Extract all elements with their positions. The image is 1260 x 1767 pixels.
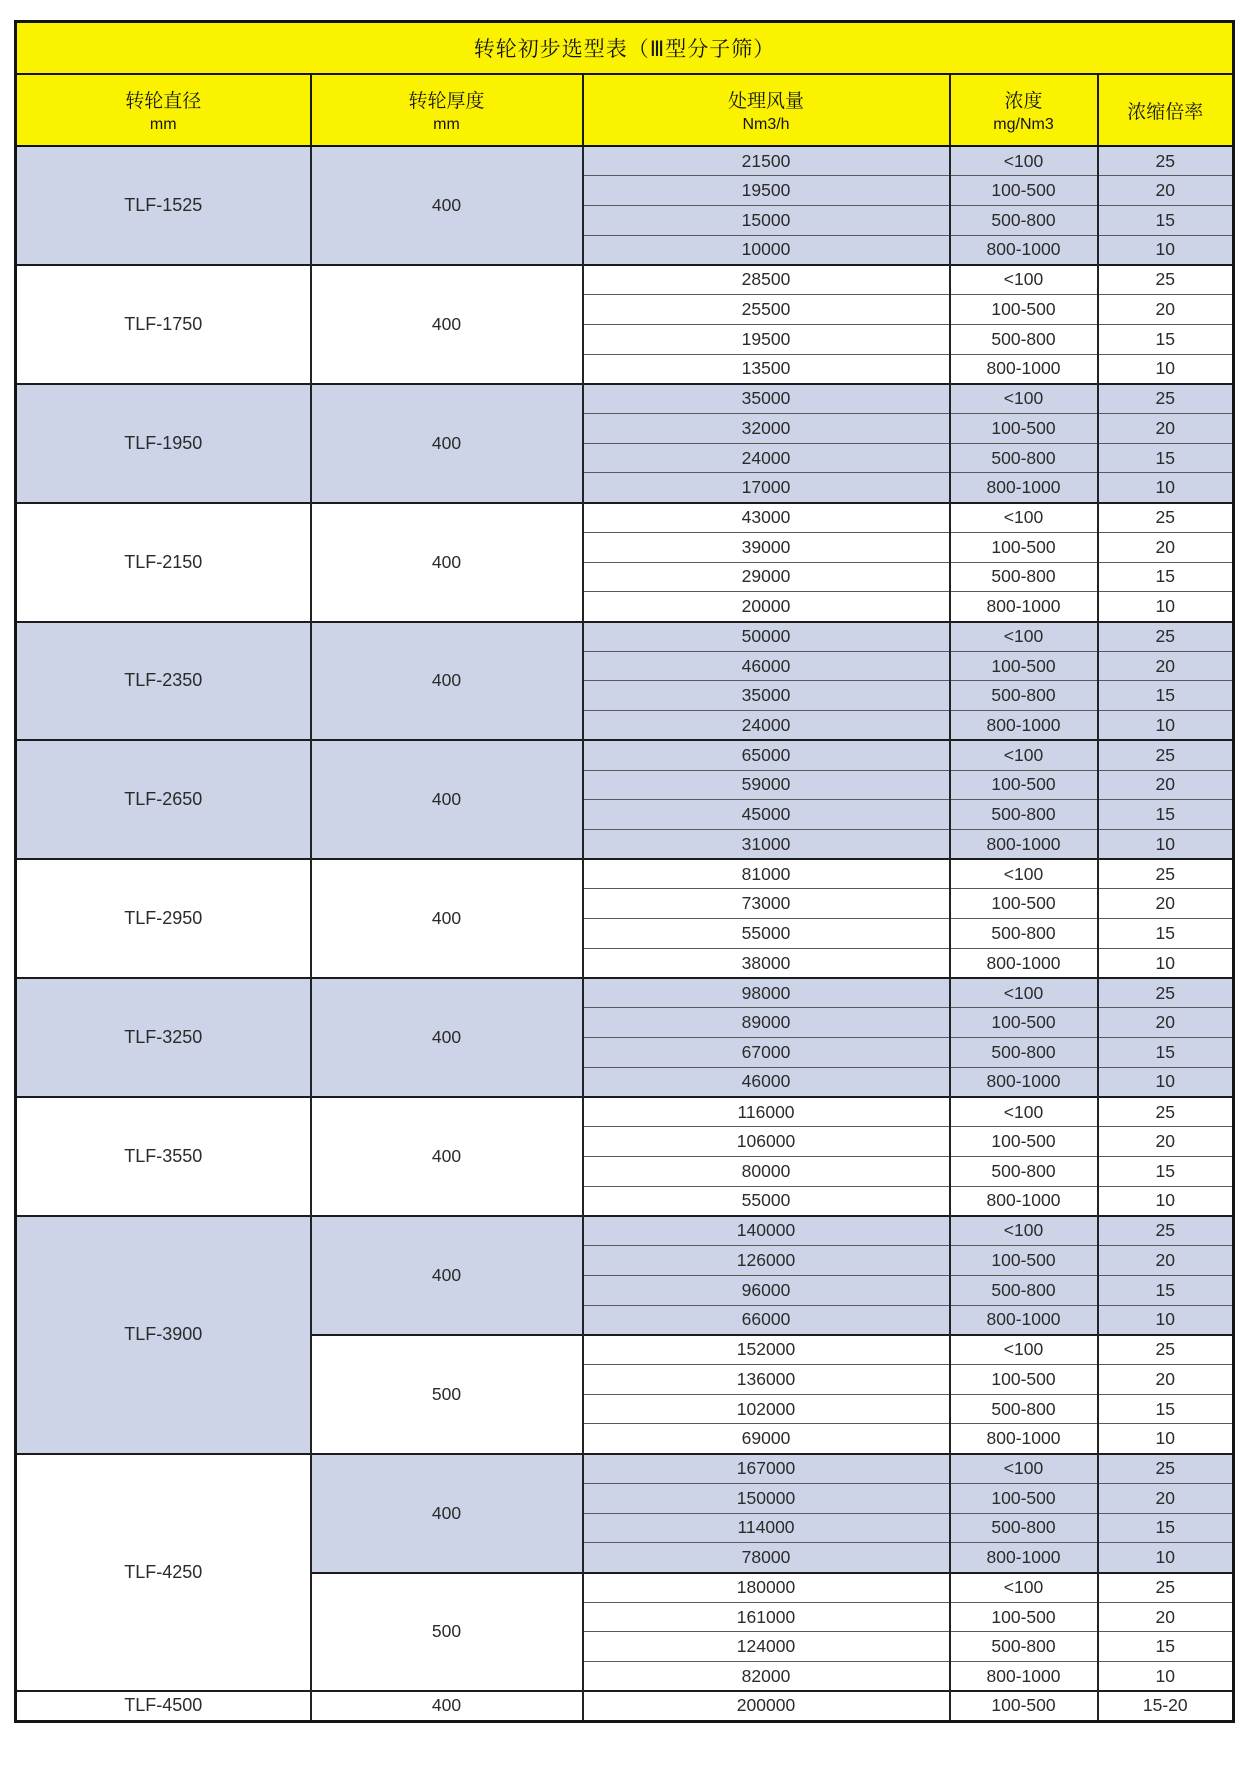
table-title: 转轮初步选型表（Ⅲ型分子筛） — [16, 22, 1234, 75]
ratio-cell: 10 — [1098, 948, 1234, 978]
airflow-cell: 106000 — [583, 1127, 950, 1157]
ratio-cell: 25 — [1098, 1216, 1234, 1246]
ratio-cell: 10 — [1098, 1305, 1234, 1335]
airflow-cell: 38000 — [583, 948, 950, 978]
col-header-thickness-unit: mm — [433, 116, 460, 133]
col-header-ratio-label: 浓缩倍率 — [1127, 101, 1204, 123]
concentration-cell: 100-500 — [950, 1364, 1098, 1394]
concentration-cell: 800-1000 — [950, 1186, 1098, 1216]
concentration-cell: <100 — [950, 740, 1098, 770]
col-header-thickness-label: 转轮厚度 — [408, 91, 485, 112]
airflow-cell: 28500 — [583, 265, 950, 295]
airflow-cell: 55000 — [583, 1186, 950, 1216]
concentration-cell: <100 — [950, 1454, 1098, 1484]
ratio-cell: 25 — [1098, 384, 1234, 414]
airflow-cell: 35000 — [583, 681, 950, 711]
concentration-cell: <100 — [950, 1216, 1098, 1246]
airflow-cell: 29000 — [583, 562, 950, 592]
ratio-cell: 10 — [1098, 1424, 1234, 1454]
ratio-cell: 15 — [1098, 1394, 1234, 1424]
concentration-cell: 800-1000 — [950, 1662, 1098, 1692]
airflow-cell: 20000 — [583, 592, 950, 622]
ratio-cell: 15-20 — [1098, 1691, 1234, 1721]
ratio-cell: 20 — [1098, 532, 1234, 562]
ratio-cell: 20 — [1098, 1364, 1234, 1394]
airflow-cell: 55000 — [583, 919, 950, 949]
ratio-cell: 15 — [1098, 1275, 1234, 1305]
airflow-cell: 32000 — [583, 413, 950, 443]
model-cell: TLF-1750 — [16, 265, 311, 384]
airflow-cell: 80000 — [583, 1156, 950, 1186]
model-cell: TLF-3250 — [16, 978, 311, 1097]
model-cell: TLF-1950 — [16, 384, 311, 503]
ratio-cell: 20 — [1098, 1483, 1234, 1513]
concentration-cell: 100-500 — [950, 413, 1098, 443]
airflow-cell: 35000 — [583, 384, 950, 414]
concentration-cell: 500-800 — [950, 1275, 1098, 1305]
thickness-cell: 500 — [311, 1335, 583, 1454]
thickness-cell: 400 — [311, 978, 583, 1097]
airflow-cell: 167000 — [583, 1454, 950, 1484]
thickness-cell: 400 — [311, 1097, 583, 1216]
airflow-cell: 102000 — [583, 1394, 950, 1424]
ratio-cell: 10 — [1098, 235, 1234, 265]
concentration-cell: <100 — [950, 146, 1098, 176]
table-row — [16, 265, 1234, 295]
airflow-cell: 10000 — [583, 235, 950, 265]
concentration-cell: 500-800 — [950, 681, 1098, 711]
table-row — [16, 978, 1234, 1008]
ratio-cell: 25 — [1098, 146, 1234, 176]
airflow-cell: 96000 — [583, 1275, 950, 1305]
ratio-cell: 10 — [1098, 830, 1234, 860]
airflow-cell: 19500 — [583, 176, 950, 206]
table-row — [16, 1216, 1234, 1246]
ratio-cell: 15 — [1098, 800, 1234, 830]
airflow-cell: 24000 — [583, 711, 950, 741]
col-header-airflow-unit: Nm3/h — [742, 116, 790, 133]
ratio-cell: 25 — [1098, 978, 1234, 1008]
concentration-cell: 100-500 — [950, 770, 1098, 800]
airflow-cell: 126000 — [583, 1246, 950, 1276]
airflow-cell: 43000 — [583, 503, 950, 533]
model-cell: TLF-3900 — [16, 1216, 311, 1454]
concentration-cell: 100-500 — [950, 889, 1098, 919]
concentration-cell: 800-1000 — [950, 1305, 1098, 1335]
ratio-cell: 10 — [1098, 1186, 1234, 1216]
table-row — [16, 1097, 1234, 1127]
ratio-cell: 20 — [1098, 889, 1234, 919]
ratio-cell: 15 — [1098, 681, 1234, 711]
airflow-cell: 89000 — [583, 1008, 950, 1038]
concentration-cell: 800-1000 — [950, 235, 1098, 265]
concentration-cell: <100 — [950, 384, 1098, 414]
concentration-cell: 800-1000 — [950, 473, 1098, 503]
airflow-cell: 19500 — [583, 324, 950, 354]
ratio-cell: 25 — [1098, 740, 1234, 770]
airflow-cell: 200000 — [583, 1691, 950, 1721]
concentration-cell: 500-800 — [950, 443, 1098, 473]
col-header-ratio — [1098, 74, 1234, 146]
concentration-cell: <100 — [950, 859, 1098, 889]
concentration-cell: 800-1000 — [950, 830, 1098, 860]
col-header-diameter — [16, 74, 311, 146]
concentration-cell: 100-500 — [950, 532, 1098, 562]
concentration-cell: <100 — [950, 1573, 1098, 1603]
concentration-cell: 500-800 — [950, 1632, 1098, 1662]
table-header — [16, 22, 1234, 147]
airflow-cell: 13500 — [583, 354, 950, 384]
model-cell: TLF-1525 — [16, 146, 311, 265]
ratio-cell: 20 — [1098, 1246, 1234, 1276]
concentration-cell: 500-800 — [950, 919, 1098, 949]
concentration-cell: 800-1000 — [950, 1424, 1098, 1454]
concentration-cell: 800-1000 — [950, 711, 1098, 741]
thickness-cell: 400 — [311, 265, 583, 384]
ratio-cell: 15 — [1098, 1632, 1234, 1662]
concentration-cell: 800-1000 — [950, 1543, 1098, 1573]
airflow-cell: 15000 — [583, 205, 950, 235]
col-header-concentration — [950, 74, 1098, 146]
airflow-cell: 17000 — [583, 473, 950, 503]
ratio-cell: 10 — [1098, 1662, 1234, 1692]
ratio-cell: 25 — [1098, 1335, 1234, 1365]
concentration-cell: 100-500 — [950, 1246, 1098, 1276]
airflow-cell: 81000 — [583, 859, 950, 889]
thickness-cell: 400 — [311, 503, 583, 622]
airflow-cell: 50000 — [583, 622, 950, 652]
airflow-cell: 46000 — [583, 1067, 950, 1097]
ratio-cell: 15 — [1098, 919, 1234, 949]
airflow-cell: 25500 — [583, 295, 950, 325]
airflow-cell: 78000 — [583, 1543, 950, 1573]
concentration-cell: 100-500 — [950, 1602, 1098, 1632]
col-header-diameter-unit: mm — [149, 116, 177, 133]
table-row — [16, 146, 1234, 176]
model-cell: TLF-2150 — [16, 503, 311, 622]
airflow-cell: 82000 — [583, 1662, 950, 1692]
thickness-cell: 400 — [311, 622, 583, 741]
concentration-cell: 100-500 — [950, 176, 1098, 206]
ratio-cell: 15 — [1098, 1038, 1234, 1068]
model-cell: TLF-2350 — [16, 622, 311, 741]
ratio-cell: 20 — [1098, 651, 1234, 681]
airflow-cell: 59000 — [583, 770, 950, 800]
thickness-cell: 400 — [311, 146, 583, 265]
airflow-cell: 124000 — [583, 1632, 950, 1662]
airflow-cell: 136000 — [583, 1364, 950, 1394]
airflow-cell: 140000 — [583, 1216, 950, 1246]
table-row — [16, 622, 1234, 652]
airflow-cell: 116000 — [583, 1097, 950, 1127]
concentration-cell: 500-800 — [950, 205, 1098, 235]
thickness-cell: 400 — [311, 1216, 583, 1335]
concentration-cell: 100-500 — [950, 295, 1098, 325]
thickness-cell: 500 — [311, 1573, 583, 1692]
model-cell: TLF-4250 — [16, 1454, 311, 1692]
airflow-cell: 98000 — [583, 978, 950, 1008]
ratio-cell: 15 — [1098, 205, 1234, 235]
model-cell: TLF-3550 — [16, 1097, 311, 1216]
concentration-cell: 800-1000 — [950, 948, 1098, 978]
concentration-cell: 800-1000 — [950, 592, 1098, 622]
concentration-cell: 100-500 — [950, 1483, 1098, 1513]
col-header-concentration-label: 浓度 — [1004, 91, 1043, 112]
airflow-cell: 114000 — [583, 1513, 950, 1543]
ratio-cell: 25 — [1098, 859, 1234, 889]
concentration-cell: 500-800 — [950, 324, 1098, 354]
col-header-airflow-label: 处理风量 — [727, 91, 804, 112]
airflow-cell: 73000 — [583, 889, 950, 919]
concentration-cell: <100 — [950, 1335, 1098, 1365]
thickness-cell: 400 — [311, 384, 583, 503]
ratio-cell: 25 — [1098, 1573, 1234, 1603]
ratio-cell: 20 — [1098, 770, 1234, 800]
model-cell: TLF-4500 — [16, 1691, 311, 1721]
concentration-cell: 100-500 — [950, 1691, 1098, 1721]
table-row — [16, 740, 1234, 770]
airflow-cell: 66000 — [583, 1305, 950, 1335]
ratio-cell: 10 — [1098, 592, 1234, 622]
thickness-cell: 400 — [311, 1691, 583, 1721]
table-row — [16, 503, 1234, 533]
concentration-cell: <100 — [950, 1097, 1098, 1127]
airflow-cell: 46000 — [583, 651, 950, 681]
thickness-cell: 400 — [311, 1454, 583, 1573]
concentration-cell: <100 — [950, 265, 1098, 295]
table-row — [16, 384, 1234, 414]
airflow-cell: 69000 — [583, 1424, 950, 1454]
ratio-cell: 20 — [1098, 176, 1234, 206]
col-header-airflow — [583, 74, 950, 146]
selection-table — [14, 20, 1235, 1723]
col-header-diameter-label: 转轮直径 — [125, 91, 202, 112]
ratio-cell: 20 — [1098, 1008, 1234, 1038]
airflow-cell: 39000 — [583, 532, 950, 562]
ratio-cell: 15 — [1098, 443, 1234, 473]
model-cell: TLF-2950 — [16, 859, 311, 978]
table-row — [16, 859, 1234, 889]
ratio-cell: 10 — [1098, 1067, 1234, 1097]
table-body — [16, 146, 1234, 1721]
ratio-cell: 10 — [1098, 473, 1234, 503]
concentration-cell: 100-500 — [950, 651, 1098, 681]
ratio-cell: 25 — [1098, 1097, 1234, 1127]
ratio-cell: 20 — [1098, 1127, 1234, 1157]
col-header-thickness — [311, 74, 583, 146]
airflow-cell: 45000 — [583, 800, 950, 830]
concentration-cell: 500-800 — [950, 1038, 1098, 1068]
concentration-cell: 100-500 — [950, 1127, 1098, 1157]
concentration-cell: 800-1000 — [950, 1067, 1098, 1097]
concentration-cell: 500-800 — [950, 800, 1098, 830]
title-row — [16, 22, 1234, 75]
ratio-cell: 15 — [1098, 562, 1234, 592]
airflow-cell: 24000 — [583, 443, 950, 473]
concentration-cell: 100-500 — [950, 1008, 1098, 1038]
airflow-cell: 67000 — [583, 1038, 950, 1068]
ratio-cell: 15 — [1098, 1513, 1234, 1543]
concentration-cell: 500-800 — [950, 1394, 1098, 1424]
concentration-cell: 800-1000 — [950, 354, 1098, 384]
concentration-cell: 500-800 — [950, 562, 1098, 592]
ratio-cell: 20 — [1098, 1602, 1234, 1632]
ratio-cell: 10 — [1098, 1543, 1234, 1573]
airflow-cell: 180000 — [583, 1573, 950, 1603]
airflow-cell: 31000 — [583, 830, 950, 860]
thickness-cell: 400 — [311, 859, 583, 978]
col-header-concentration-unit: mg/Nm3 — [993, 116, 1054, 133]
airflow-cell: 152000 — [583, 1335, 950, 1365]
ratio-cell: 20 — [1098, 413, 1234, 443]
airflow-cell: 161000 — [583, 1602, 950, 1632]
ratio-cell: 25 — [1098, 265, 1234, 295]
concentration-cell: 500-800 — [950, 1513, 1098, 1543]
concentration-cell: <100 — [950, 622, 1098, 652]
ratio-cell: 20 — [1098, 295, 1234, 325]
table-row — [16, 1454, 1234, 1484]
table-row — [16, 1691, 1234, 1721]
concentration-cell: <100 — [950, 503, 1098, 533]
model-cell: TLF-2650 — [16, 740, 311, 859]
column-header-row — [16, 74, 1234, 146]
ratio-cell: 10 — [1098, 354, 1234, 384]
ratio-cell: 25 — [1098, 622, 1234, 652]
thickness-cell: 400 — [311, 740, 583, 859]
concentration-cell: 500-800 — [950, 1156, 1098, 1186]
airflow-cell: 150000 — [583, 1483, 950, 1513]
airflow-cell: 65000 — [583, 740, 950, 770]
concentration-cell: <100 — [950, 978, 1098, 1008]
ratio-cell: 25 — [1098, 1454, 1234, 1484]
ratio-cell: 15 — [1098, 1156, 1234, 1186]
ratio-cell: 15 — [1098, 324, 1234, 354]
airflow-cell: 21500 — [583, 146, 950, 176]
ratio-cell: 25 — [1098, 503, 1234, 533]
ratio-cell: 10 — [1098, 711, 1234, 741]
